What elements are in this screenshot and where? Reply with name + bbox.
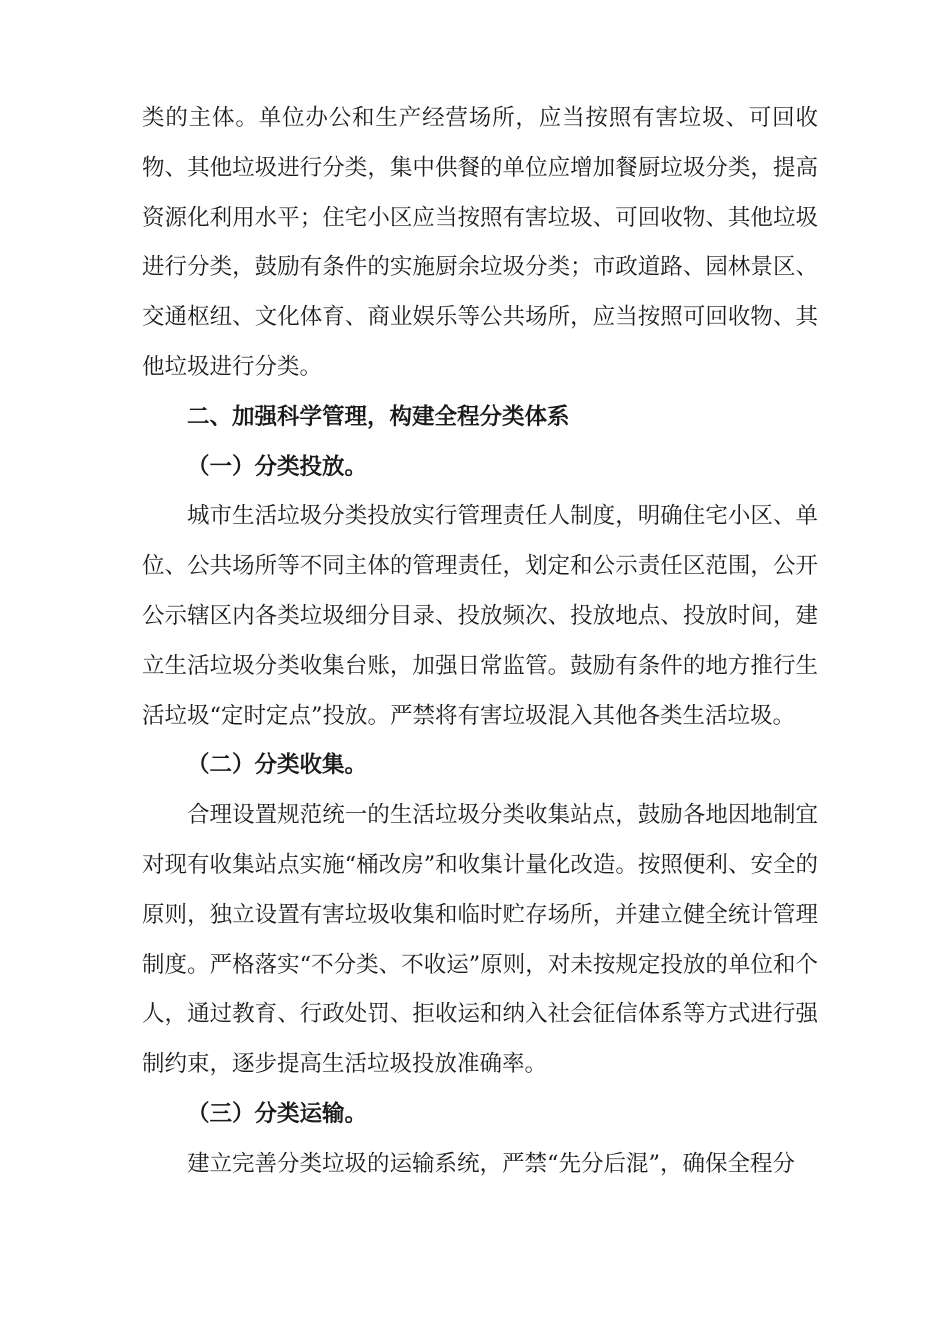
subsection-body-1: 城市生活垃圾分类投放实行管理责任人制度，明确住宅小区、单位、公共场所等不同主体的管理责任，划定和公示责任区范围，公开公示辖区内各类垃圾细分目录、投放频次、投放地点、投放时间，建立生活垃圾分类收集台账，加强日常监管。鼓励有条件的地方推行生活垃圾“定时定点”投放。严禁将有害垃圾混入其他各类生活垃圾。 — [142, 503, 818, 729]
subsection-body-3: 建立完善分类垃圾的运输系统，严禁“先分后混”，确保全程分 — [187, 1150, 796, 1177]
paragraph-continued: 类的主体。单位办公和生产经营场所，应当按照有害垃圾、可回收物、其他垃圾进行分类，集中供餐的单位应增加餐厨垃圾分类，提高资源化利用水平；住宅小区应当按照有害垃圾、可回收物、其他垃圾进行分类，鼓励有条件的实施厨余垃圾分类；市政道路、园林景区、交通枢纽、文化体育、商业娱乐等公共场所，应当按照可回收物、其他垃圾进行分类。 — [142, 105, 818, 380]
subsection-body-2: 合理设置规范统一的生活垃圾分类收集站点，鼓励各地因地制宜对现有收集站点实施“桶改房”和收集计量化改造。按照便利、安全的原则，独立设置有害垃圾收集和临时贮存场所，并建立健全统计管理制度。严格落实“不分类、不收运”原则，对未按规定投放的单位和个人，通过教育、行政处罚、拒收运和纳入社会征信体系等方式进行强制约束，逐步提高生活垃圾投放准确率。 — [142, 802, 818, 1078]
section-heading: 二、加强科学管理，构建全程分类体系 — [187, 403, 570, 430]
subsection-heading-1: （一）分类投放。 — [187, 453, 368, 480]
subsection-heading-2: （二）分类收集。 — [187, 752, 368, 779]
subsection-heading-3: （三）分类运输。 — [187, 1100, 368, 1127]
document-body — [142, 94, 818, 1190]
